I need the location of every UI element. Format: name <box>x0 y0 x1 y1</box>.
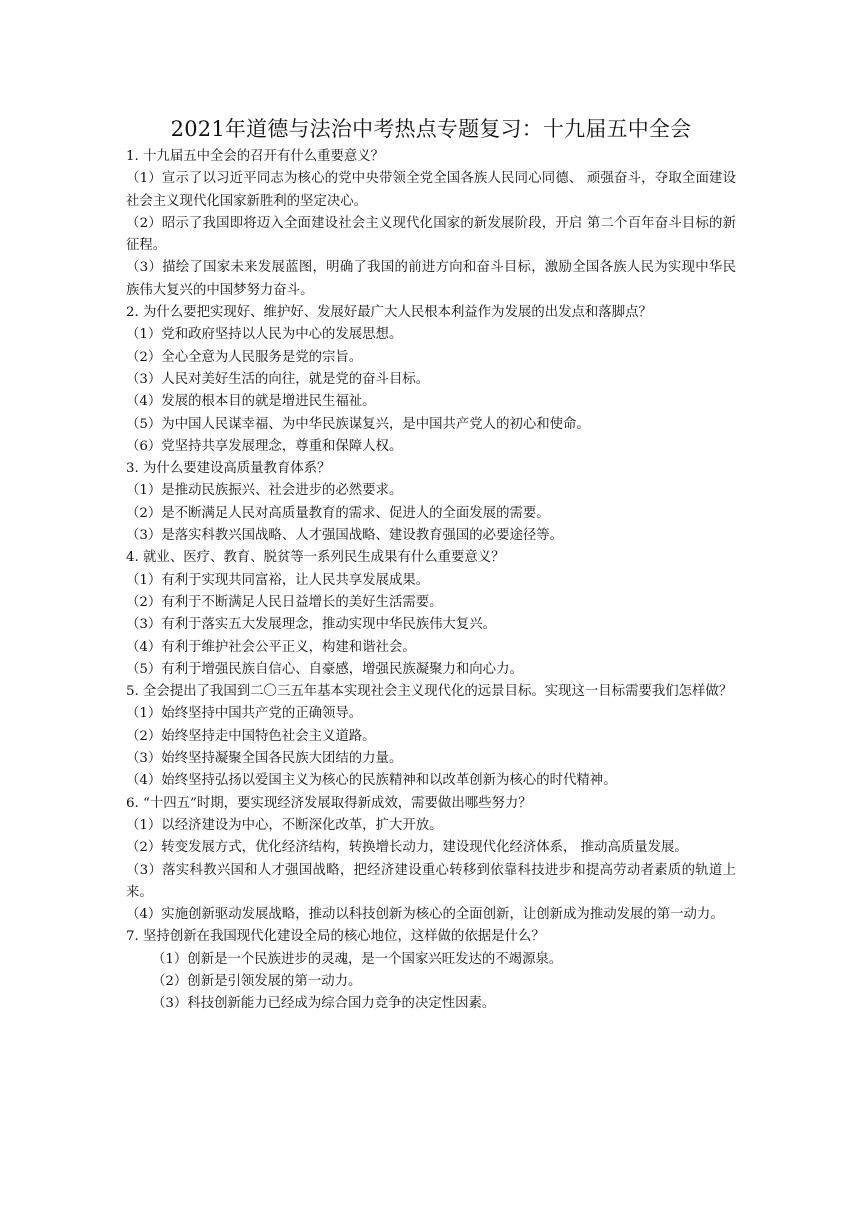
answer-5-4: （4）始终坚持弘扬以爱国主义为核心的民族精神和以改革创新为核心的时代精神。 <box>126 773 617 789</box>
answer-2-6: （6）党坚持共享发展理念，尊重和保障人权。 <box>126 438 403 454</box>
question-5: 5. 全会提出了我国到二〇三五年基本实现社会主义现代化的远景目标。实现这一目标需要我们怎样做？ <box>126 684 733 700</box>
answer-5-3: （3）始终坚持凝聚全国各民族大团结的力量。 <box>126 751 403 767</box>
answer-1-2: （2）昭示了我国即将迈入全面建设社会主义现代化国家的新发展阶段，开启 第二个百年奋斗目标的新征程。 <box>126 215 736 254</box>
question-7: 7. 坚持创新在我国现代化建设全局的核心地位，这样做的依据是什么？ <box>126 929 545 945</box>
document-title: 2021年道德与法治中考热点专题复习：十九届五中全会 <box>170 117 692 141</box>
answer-1-1: （1）宣示了以习近平同志为核心的党中央带领全党全国各族人民同心同德、 顽强奋斗，夺取全面建设社会主义现代化国家新胜利的坚定决心。 <box>126 171 736 209</box>
section-7 <box>126 926 736 1015</box>
answer-1-3: （3）描绘了国家未来发展蓝图，明确了我国的前进方向和奋斗目标，激励全国各族人民为实现中华民族伟大复兴的中国梦努力奋斗。 <box>126 260 736 298</box>
answer-6-3: （3）落实科教兴国和人才强国战略，把经济建设重心转移到依靠科技进步和提高劳动者素质的轨道上来。 <box>126 862 736 900</box>
question-3: 3. 为什么要建设高质量教育体系？ <box>126 461 331 477</box>
question-6: 6. “十四五”时期，要实现经济发展取得新成效，需要做出哪些努力？ <box>126 795 532 811</box>
section-3 <box>126 458 736 547</box>
answer-7-3: （3）科技创新能力已经成为综合国力竞争的决定性因素。 <box>152 996 496 1012</box>
answer-5-1: （1）始终坚持中国共产党的正确领导。 <box>126 706 363 722</box>
answer-2-3: （3）人民对美好生活的向往，就是党的奋斗目标。 <box>126 371 430 387</box>
question-2: 2. 为什么要把实现好、维护好、发展好最广大人民根本利益作为发展的出发点和落脚点？ <box>126 305 652 321</box>
answer-4-4: （4）有利于维护社会公平正义，构建和谐社会。 <box>126 639 416 655</box>
question-1: 1. 十九届五中全会的召开有什么重要意义？ <box>126 149 385 164</box>
answer-5-2: （2）始终坚持走中国特色社会主义道路。 <box>126 728 376 744</box>
answer-4-1: （1）有利于实现共同富裕，让人民共享发展成果。 <box>126 572 430 588</box>
answer-2-5: （5）为中国人民谋幸福、为中华民族谋复兴，是中国共产党人的初心和使命。 <box>126 416 590 432</box>
section-6 <box>126 793 736 927</box>
document-page <box>126 112 736 1016</box>
answer-6-4: （4）实施创新驱动发展战略，推动以科技创新为核心的全面创新，让创新成为推动发展的第一动力。 <box>126 907 724 923</box>
answer-7-1: （1）创新是一个民族进步的灵魂，是一个国家兴旺发达的不竭源泉。 <box>152 951 563 967</box>
section-1 <box>126 146 736 302</box>
section-2 <box>126 302 736 458</box>
section-4 <box>126 547 736 681</box>
question-4: 4. 就业、医疗、教育、脱贫等一系列民生成果有什么重要意义？ <box>126 550 505 566</box>
answer-6-1: （1）以经济建设为中心，不断深化改革，扩大开放。 <box>126 817 443 833</box>
answer-7-2: （2）创新是引领发展的第一动力。 <box>152 973 362 989</box>
answer-4-5: （5）有利于增强民族自信心、自豪感，增强民族凝聚力和向心力。 <box>126 661 523 677</box>
answer-4-2: （2）有利于不断满足人民日益增长的美好生活需要。 <box>126 594 443 610</box>
answer-2-1: （1）党和政府坚持以人民为中心的发展思想。 <box>126 327 403 343</box>
section-5 <box>126 681 736 792</box>
answer-4-3: （3）有利于落实五大发展理念，推动实现中华民族伟大复兴。 <box>126 617 497 633</box>
answer-6-2: （2）转变发展方式，优化经济结构，转换增长动力，建设现代化经济体系， 推动高质量发展。 <box>126 840 688 856</box>
answer-3-1: （1）是推动民族振兴、社会进步的必然要求。 <box>126 483 403 499</box>
answer-2-2: （2）全心全意为人民服务是党的宗旨。 <box>126 349 363 365</box>
answer-2-4: （4）发展的根本目的就是增进民生福祉。 <box>126 394 376 410</box>
answer-3-2: （2）是不断满足人民对高质量教育的需求、促进人的全面发展的需要。 <box>126 505 550 521</box>
answer-3-3: （3）是落实科教兴国战略、人才强国战略、建设教育强国的必要途径等。 <box>126 528 564 544</box>
